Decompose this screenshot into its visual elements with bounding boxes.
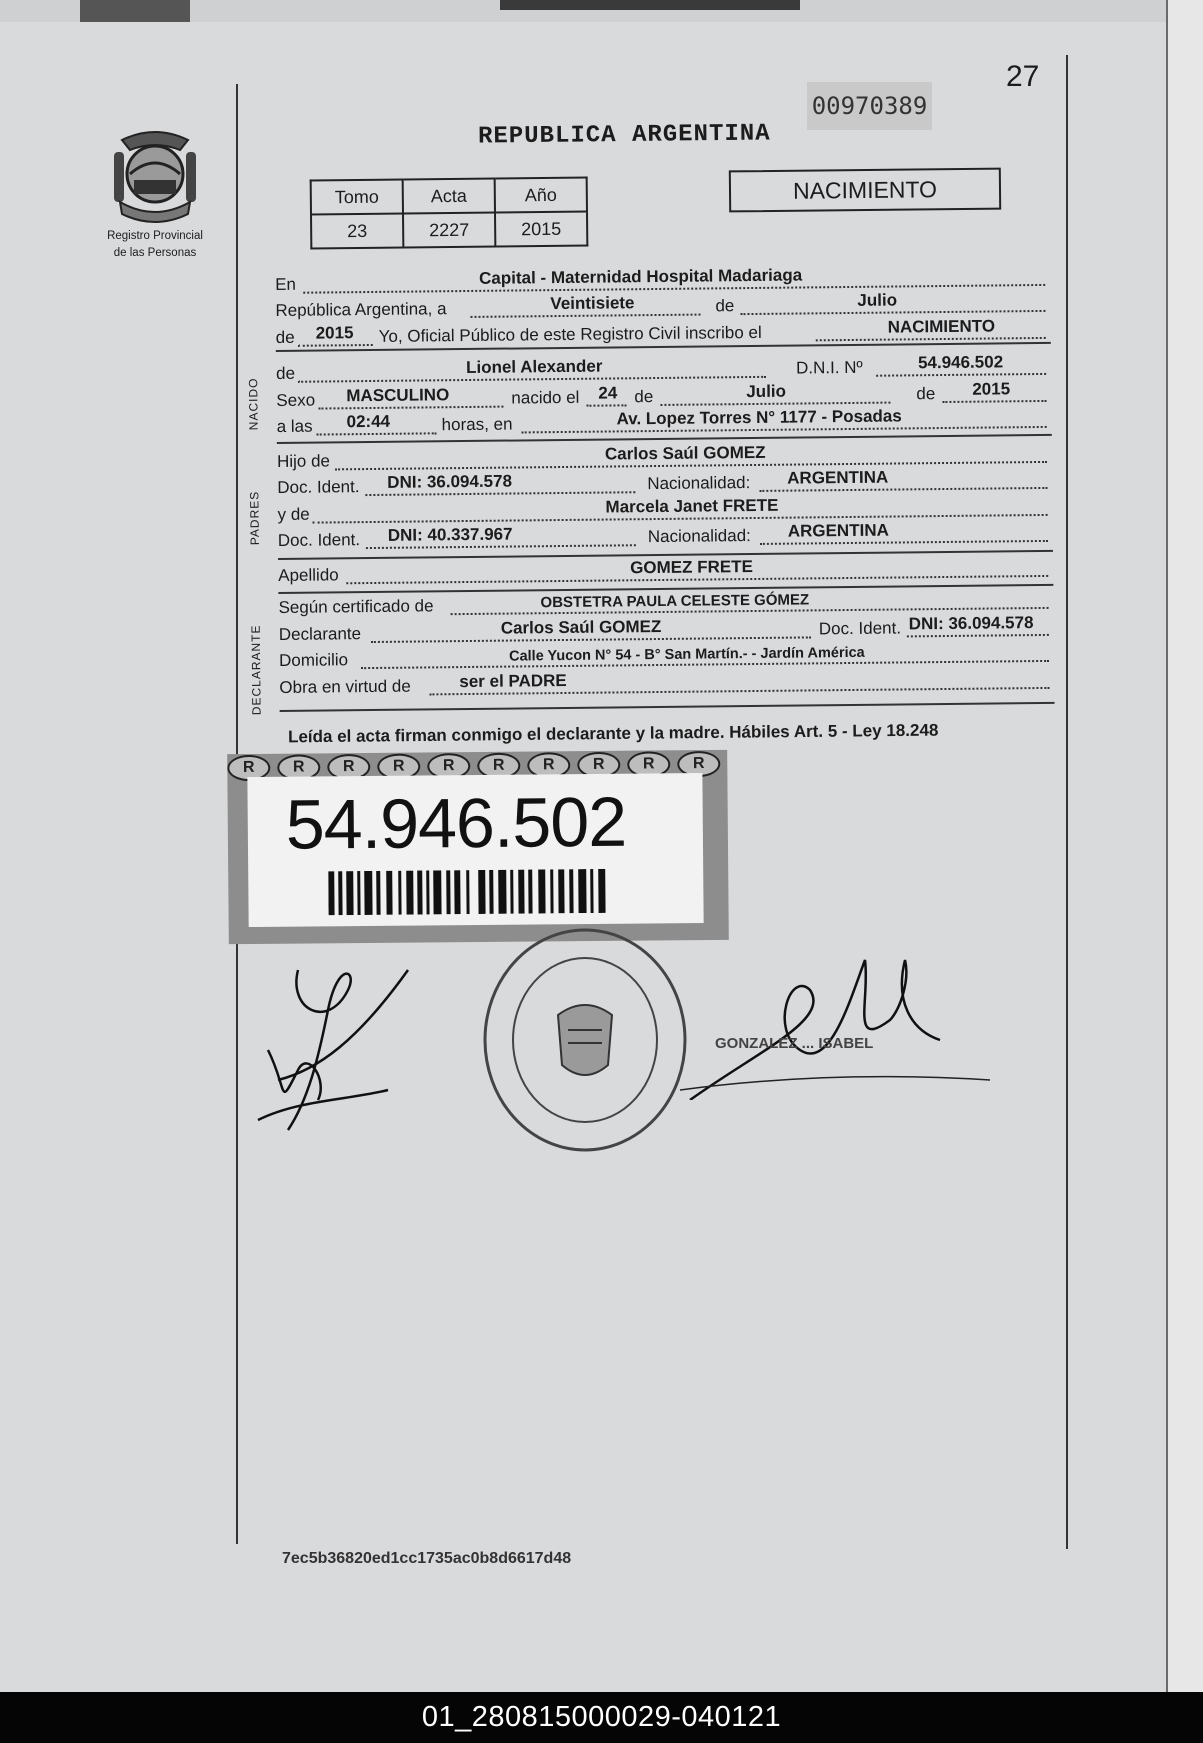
label-domicilio: Domicilio: [278, 650, 349, 670]
sticker-number: 54.946.502: [285, 782, 627, 864]
section-declarante: DECLARANTE: [248, 624, 264, 716]
sticker-label: [247, 773, 703, 927]
right-margin-line: [1066, 55, 1068, 1549]
value-domicilio: Calle Yucon N° 54 - B° San Martín.- - Jardín América: [508, 644, 865, 665]
scan-footer-id: 01_280815000029-040121: [0, 1692, 1203, 1743]
official-seal-icon: [480, 925, 690, 1155]
section-padres: PADRES: [247, 490, 262, 546]
value-obra: ser el PADRE: [459, 670, 567, 691]
value-padre-doc: DNI: 36.094.578: [387, 471, 513, 492]
office-name-line2: de las Personas: [113, 247, 197, 259]
provincial-coat-of-arms-icon: [110, 122, 200, 226]
id-number-sticker: [227, 750, 729, 944]
label-republica: República Argentina, a: [275, 299, 447, 320]
value-madre-nac: ARGENTINA: [787, 520, 889, 541]
label-apellido: Apellido: [278, 564, 339, 585]
registry-logo: [105, 122, 205, 260]
country-heading: REPUBLICA ARGENTINA: [477, 120, 771, 151]
label-de-nombre: de: [275, 363, 296, 383]
record-type-box: NACIMIENTO: [729, 168, 1001, 213]
label-y-de: y de: [277, 504, 310, 524]
ref-header-acta: Acta: [403, 179, 495, 214]
value-sexo: MASCULINO: [346, 384, 450, 405]
label-segun: Según certificado de: [278, 596, 434, 617]
ref-header-tomo: Tomo: [311, 179, 403, 214]
scan-top-strip: [0, 0, 1203, 22]
value-hora: 02:44: [346, 411, 391, 432]
value-apellido: GOMEZ FRETE: [630, 556, 754, 577]
barcode-icon: [328, 869, 628, 916]
ref-value-tomo: 23: [311, 213, 403, 248]
section-nacido: NACIDO: [246, 377, 261, 431]
value-declarante-doc: DNI: 36.094.578: [908, 612, 1034, 633]
left-signature-icon: [238, 950, 418, 1140]
value-lugar: Capital - Maternidad Hospital Madariaga: [478, 264, 803, 288]
value-dia: Veintisiete: [550, 293, 635, 314]
label-obra: Obra en virtud de: [279, 676, 411, 697]
value-madre-doc: DNI: 40.337.967: [387, 524, 513, 545]
ref-value-acta: 2227: [403, 213, 495, 248]
reference-table: [310, 177, 589, 250]
right-signature-icon: [680, 940, 1000, 1100]
label-doc-padre: Doc. Ident.: [277, 477, 360, 497]
value-padre: Carlos Saúl GOMEZ: [604, 442, 766, 464]
closing-statement: Leída el acta firman conmigo el declarante y la madre. Hábiles Art. 5 - Ley 18.248: [287, 720, 939, 747]
label-nac-madre: Nacionalidad:: [647, 526, 751, 547]
label-declarante: Declarante: [278, 623, 362, 644]
page-edge: [1166, 0, 1203, 1692]
label-de-mes: de: [715, 296, 735, 316]
value-certificado: OBSTETRA PAULA CELESTE GÓMEZ: [540, 591, 810, 612]
label-nacido-el: nacido el: [511, 387, 580, 408]
label-doc-declarante: Doc. Ident.: [818, 617, 902, 638]
page-number: 27: [1006, 60, 1040, 93]
ref-value-anio: 2015: [495, 212, 587, 247]
label-nac-padre: Nacionalidad:: [647, 473, 751, 494]
label-dni: D.N.I. Nº: [795, 357, 863, 378]
value-padre-nac: ARGENTINA: [787, 467, 889, 488]
value-madre: Marcela Janet FRETE: [605, 495, 779, 517]
value-mes: Julio: [857, 290, 898, 310]
value-dni: 54.946.502: [917, 352, 1004, 373]
label-inscribo: Yo, Oficial Público de este Registro Civil inscribo el: [378, 322, 762, 346]
label-a-las: a las: [276, 416, 313, 436]
label-de-anio: de: [275, 327, 295, 347]
value-dia-nac: 24: [598, 382, 618, 403]
value-acto: NACIMIENTO: [887, 315, 996, 337]
label-doc-madre: Doc. Ident.: [277, 530, 361, 550]
label-hijo-de: Hijo de: [276, 450, 331, 471]
value-nombre: Lionel Alexander: [465, 356, 603, 378]
label-en: En: [275, 274, 297, 294]
value-anio: 2015: [315, 322, 354, 343]
label-horas-en: horas, en: [441, 414, 513, 435]
value-mes-nac: Julio: [746, 381, 787, 401]
label-de-mes-nac: de: [634, 386, 654, 406]
value-lugar-nac: Av. Lopez Torres N° 1177 - Posadas: [616, 406, 902, 429]
signature-stamp-text: GONZALEZ ... ISABEL: [715, 1035, 874, 1052]
security-pattern: R R R R R R R R R R: [227, 750, 727, 778]
birth-record-form: [246, 262, 1054, 716]
office-name-line1: Registro Provincial: [107, 230, 203, 242]
label-sexo: Sexo: [276, 390, 316, 410]
ref-header-anio: Año: [495, 178, 587, 213]
document-hash: 7ec5b36820ed1cc1735ac0b8d6617d48: [282, 1550, 572, 1567]
serial-number: 00970389: [807, 82, 932, 130]
value-declarante: Carlos Saúl GOMEZ: [500, 616, 662, 638]
label-de-anio-nac: de: [916, 383, 936, 403]
value-anio-nac: 2015: [972, 378, 1011, 399]
